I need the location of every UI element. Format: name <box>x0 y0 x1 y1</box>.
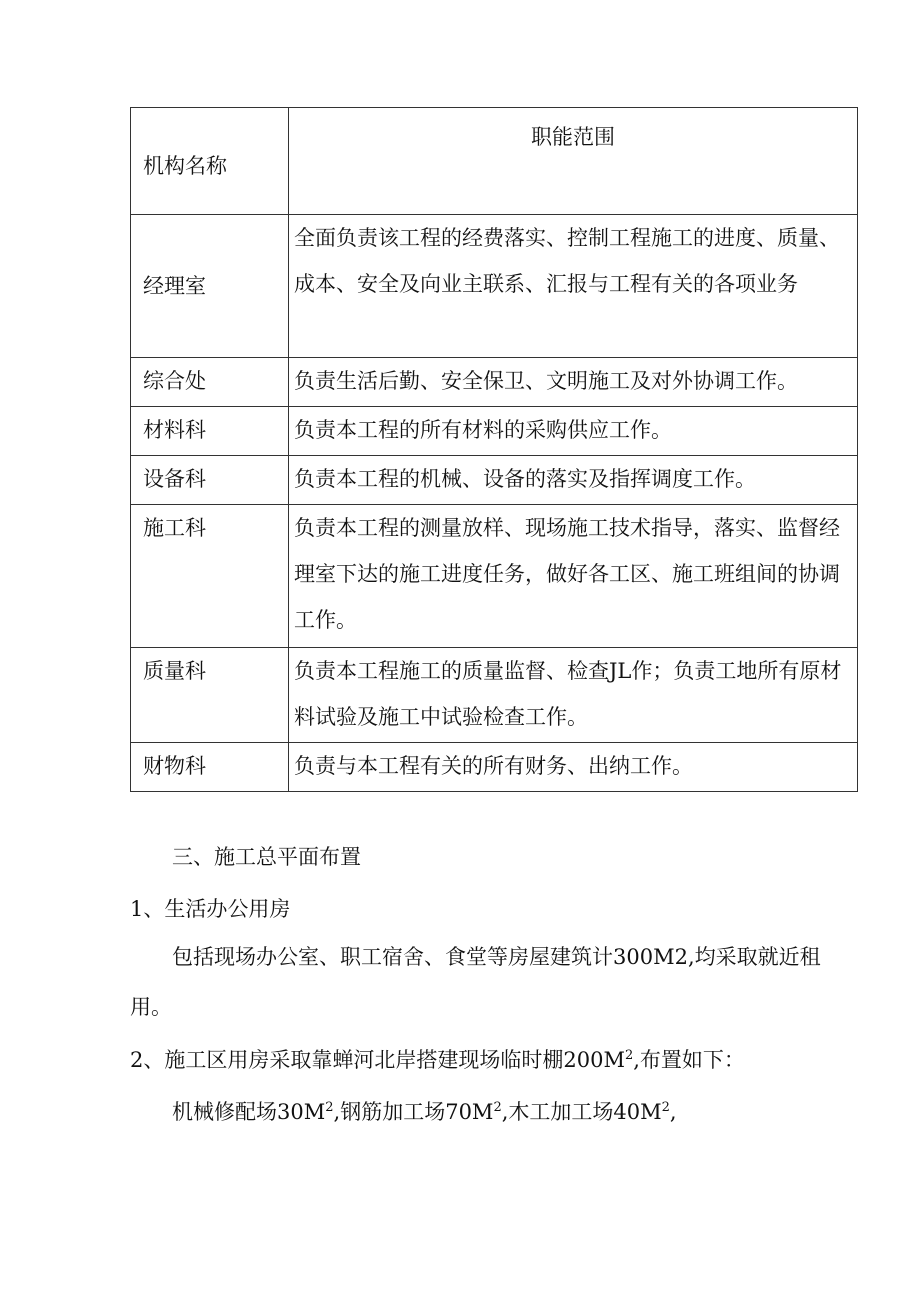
detail-separator: , <box>501 1100 509 1124</box>
table-row <box>131 407 858 456</box>
detail-text: 木工加工场40M <box>508 1100 662 1124</box>
organization-table <box>130 107 858 792</box>
detail-separator: , <box>669 1100 677 1124</box>
item2-suffix: ,布置如下： <box>633 1048 745 1072</box>
item1-body: 包括现场办公室、职工宿舍、食堂等房屋建筑计300M2,均采取就近租用。 <box>130 945 821 1019</box>
item2-heading <box>130 1035 860 1085</box>
table-row <box>131 456 858 505</box>
dept-scope: 负责本工程施工的质量监督、检查JL作；负责工地所有原材料试验及施工中试验检查工作。 <box>289 648 858 743</box>
table-row <box>131 505 858 648</box>
dept-name: 经理室 <box>131 215 289 358</box>
dept-name: 施工科 <box>131 505 289 648</box>
detail-superscript: 2 <box>661 1100 670 1115</box>
dept-name: 综合处 <box>131 358 289 407</box>
detail-separator: , <box>333 1100 341 1124</box>
detail-text: 钢筋加工场70M <box>340 1100 494 1124</box>
table-row <box>131 215 858 358</box>
item2-superscript: 2 <box>624 1048 634 1063</box>
dept-scope: 负责本工程的机械、设备的落实及指挥调度工作。 <box>289 456 858 505</box>
table-row <box>131 358 858 407</box>
item2-text: 2、施工区用房采取靠蝉河北岸搭建现场临时棚200M <box>130 1048 625 1072</box>
dept-name: 质量科 <box>131 648 289 743</box>
header-scope-cell: 职能范围 <box>289 108 858 215</box>
item2-details <box>172 1087 902 1137</box>
dept-scope: 负责与本工程有关的所有财务、出纳工作。 <box>289 743 858 792</box>
item1-heading: 1、生活办公用房 <box>130 897 291 921</box>
detail-text: 机械修配场30M <box>172 1100 326 1124</box>
section-title: 三、施工总平面布置 <box>172 845 361 869</box>
dept-name: 材料科 <box>131 407 289 456</box>
dept-name: 财物科 <box>131 743 289 792</box>
table-header-row <box>131 108 858 215</box>
dept-scope: 负责本工程的所有材料的采购供应工作。 <box>289 407 858 456</box>
dept-name: 设备科 <box>131 456 289 505</box>
dept-scope: 负责生活后勤、安全保卫、文明施工及对外协调工作。 <box>289 358 858 407</box>
dept-scope: 全面负责该工程的经费落实、控制工程施工的进度、质量、成本、安全及向业主联系、汇报与工程有关的各项业务 <box>289 215 858 358</box>
detail-superscript: 2 <box>325 1100 334 1115</box>
detail-superscript: 2 <box>493 1100 502 1115</box>
table-row <box>131 743 858 792</box>
table-row <box>131 648 858 743</box>
header-name-cell: 机构名称 <box>131 108 289 215</box>
dept-scope: 负责本工程的测量放样、现场施工技术指导，落实、监督经理室下达的施工进度任务，做好各工区、施工班组间的协调工作。 <box>289 505 858 648</box>
